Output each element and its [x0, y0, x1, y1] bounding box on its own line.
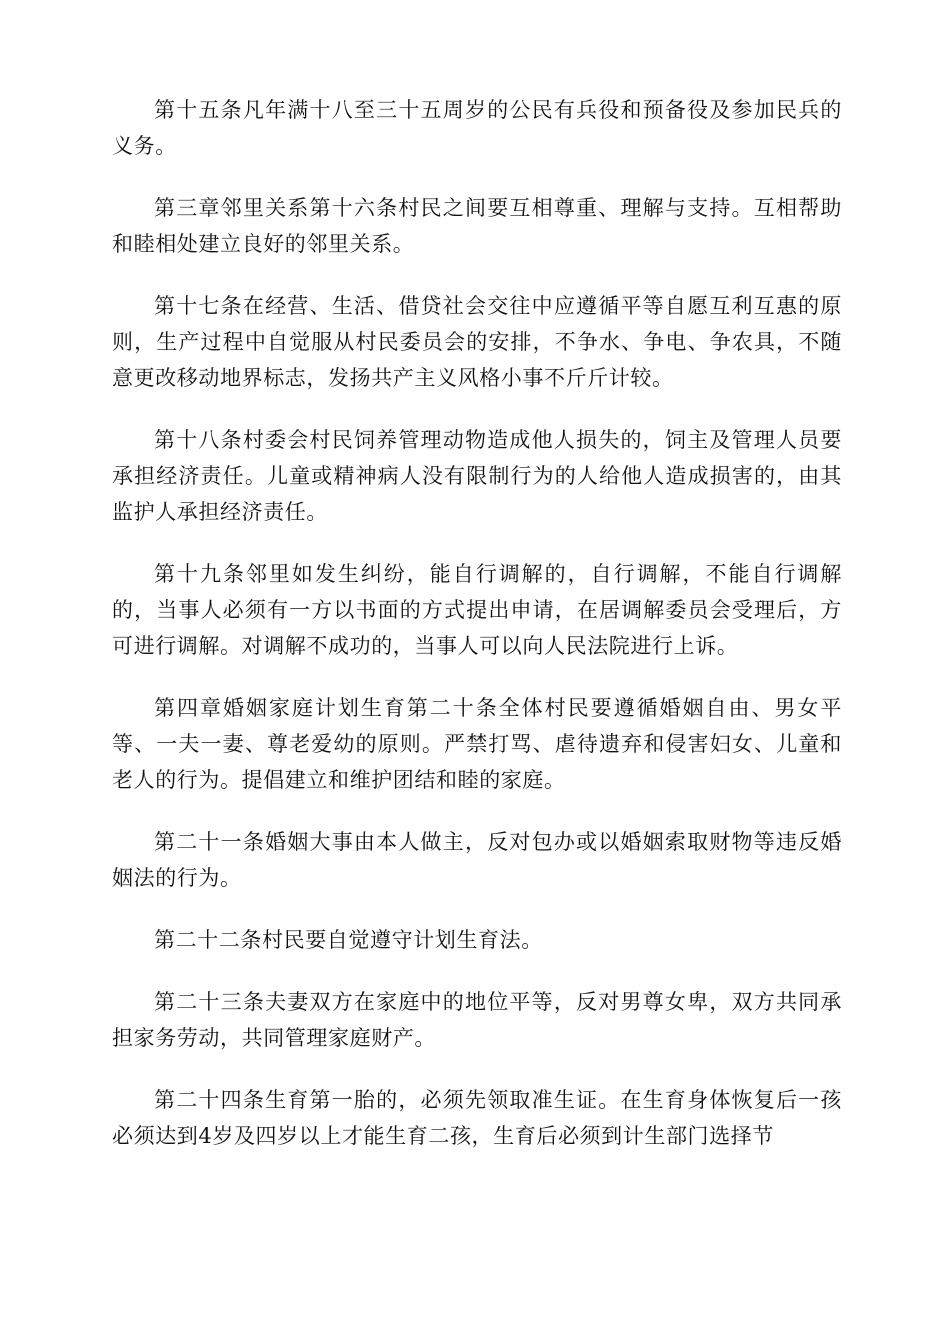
- chapter-3-article-16-paragraph: 第三章邻里关系第十六条村民之间要互相尊重、理解与支持。互相帮助和睦相处建立良好的邻里关系。: [112, 196, 842, 256]
- article-15-paragraph: 第十五条凡年满十八至三十五周岁的公民有兵役和预备役及参加民兵的义务。: [112, 98, 842, 158]
- article-17-paragraph: 第十七条在经营、生活、借贷社会交往中应遵循平等自愿互利互惠的原则，生产过程中自觉服从村民委员会的安排，不争水、争电、争农具，不随意更改移动地界标志，发扬共产主义风格小事不斤斤计较。: [112, 294, 842, 390]
- article-18-paragraph: 第十八条村委会村民饲养管理动物造成他人损失的，饲主及管理人员要承担经济责任。儿童或精神病人没有限制行为的人给他人造成损害的，由其监护人承担经济责任。: [112, 428, 842, 524]
- article-19-paragraph: 第十九条邻里如发生纠纷，能自行调解的，自行调解，不能自行调解的，当事人必须有一方以书面的方式提出申请，在居调解委员会受理后，方可进行调解。对调解不成功的，当事人可以向人民法院进行上诉。: [112, 562, 842, 658]
- chapter-4-article-20-paragraph: 第四章婚姻家庭计划生育第二十条全体村民要遵循婚姻自由、男女平等、一夫一妻、尊老爱幼的原则。严禁打骂、虐待遗弃和侵害妇女、儿童和老人的行为。提倡建立和维护团结和睦的家庭。: [112, 696, 842, 792]
- article-22-paragraph: 第二十二条村民要自觉遵守计划生育法。: [154, 928, 543, 952]
- document-body: [112, 92, 842, 1180]
- article-24-paragraph: 第二十四条生育第一胎的，必须先领取准生证。在生育身体恢复后一孩必须达到4岁及四岁以上才能生育二孩，生育后必须到计生部门选择节: [112, 1088, 842, 1148]
- article-21-paragraph: 第二十一条婚姻大事由本人做主，反对包办或以婚姻索取财物等违反婚姻法的行为。: [112, 830, 842, 890]
- article-23-paragraph: 第二十三条夫妻双方在家庭中的地位平等，反对男尊女卑，双方共同承担家务劳动，共同管理家庭财产。: [112, 990, 842, 1050]
